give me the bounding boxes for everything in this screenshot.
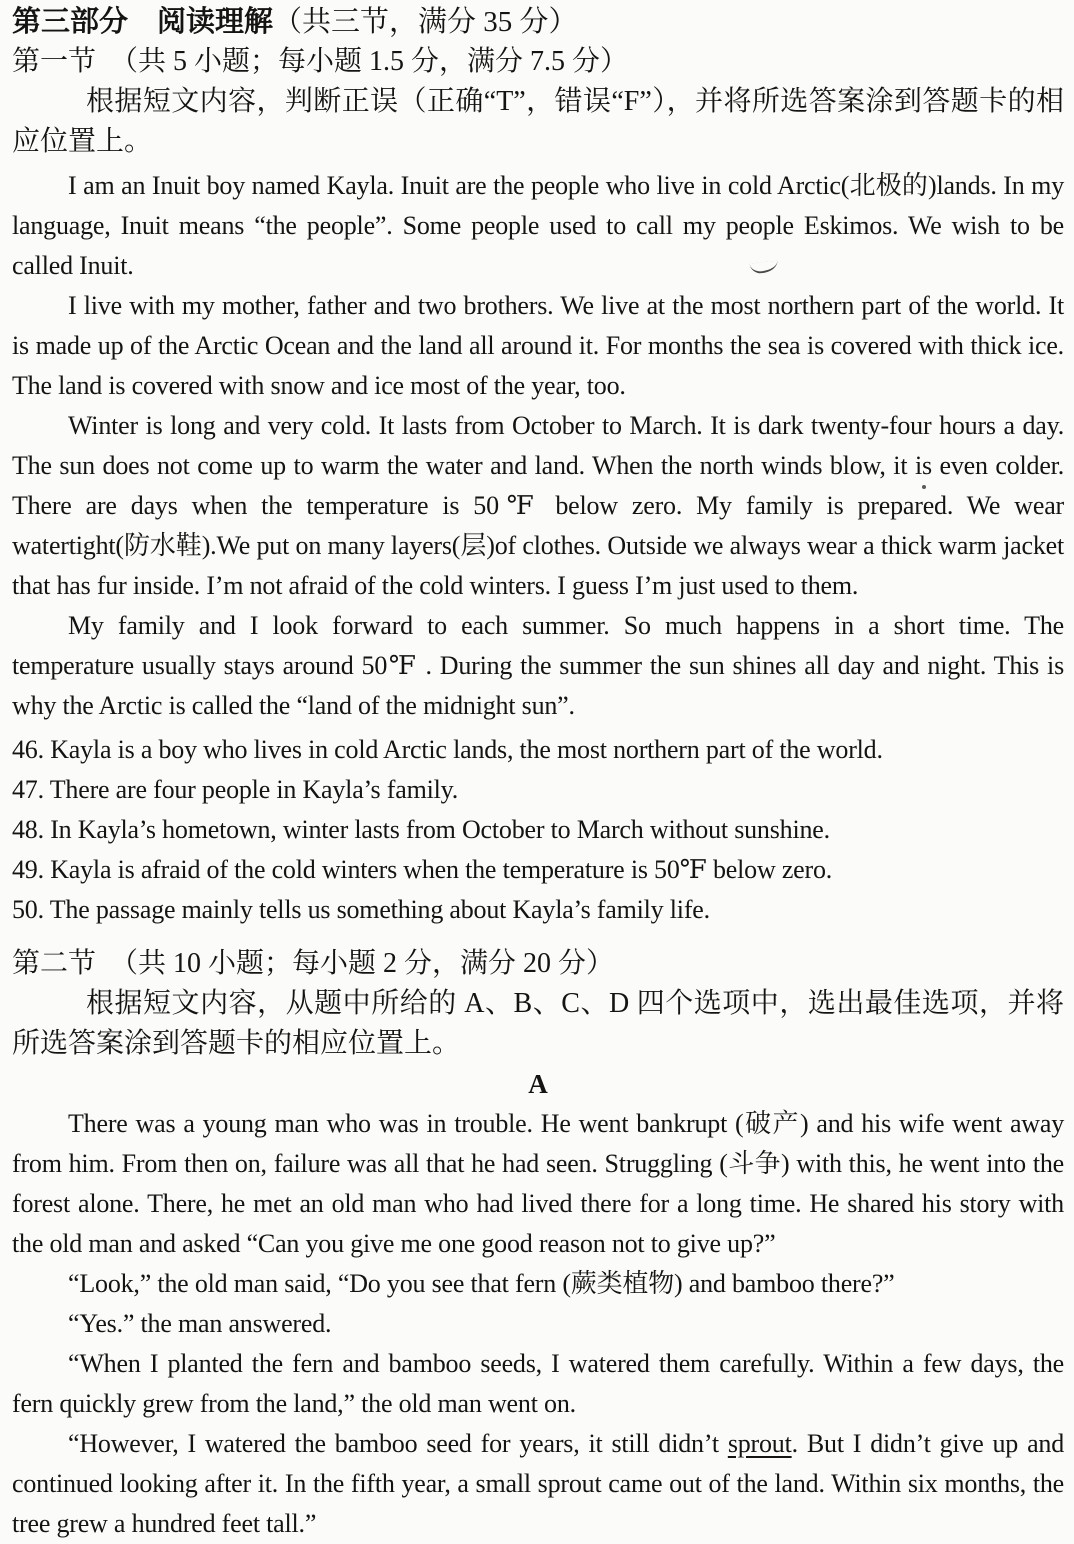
tf-question-list [12,730,1064,930]
tf-question-49 [12,850,1064,890]
section2-instruction: 根据短文内容，从题中所给的 A、B、C、D 四个选项中，选出最佳选项，并将所选答案涂到答题卡的相应位置上。 [12,988,1064,1059]
question-text: In Kayla’s hometown, winter lasts from October to March without sunshine. [50,815,830,844]
reading-passage-a [12,1104,1064,1544]
question-number: 47. [12,775,44,804]
question-number: 46. [12,735,44,764]
reading-passage-1 [12,166,1064,726]
question-text: The passage mainly tells us something about Kayla’s family life. [49,895,710,924]
scan-artifact-dot [922,485,926,489]
part3-title: 第三部分 阅读理解 [12,6,274,38]
passage1-paragraph-1: I am an Inuit boy named Kayla. Inuit are the people who live in cold Arctic(北极的)lands. In my language, Inuit means “the people”. Some people used to call my people Eskimos. We wish to be called Inuit. [12,171,1064,280]
passage1-paragraph-4: My family and I look forward to each summer. So much happens in a short time. The temperature usually stays around 50℉ . During the summer the sun shines all day and night. This is why the Arctic is called the “land of the midnight sun”. [12,611,1064,720]
passage-a-paragraph-5 [12,1424,1064,1544]
question-text: There are four people in Kayla’s family. [49,775,459,804]
passage1-paragraph-2: I live with my mother, father and two brothers. We live at the most northern part of the world. It is made up of the Arctic Ocean and the land all around it. For months the sea is covered with thick ice. The land is covered with snow and ice most of the year, too. [12,291,1064,400]
tf-question-50 [12,890,1064,930]
question-number: 48. [12,815,44,844]
tf-question-48 [12,810,1064,850]
question-text: Kayla is afraid of the cold winters when the temperature is 50℉ below zero. [50,855,833,884]
part3-score: （共三节，满分 35 分） [273,6,578,38]
passage-a-paragraph-3: “Yes.” the man answered. [68,1309,332,1338]
tf-question-46 [12,730,1064,770]
section2-heading: 第二节 （共 10 小题；每小题 2 分，满分 20 分） [12,948,615,979]
part3-header [12,2,1064,42]
section1-instruction: 根据短文内容，判断正误（正确“T”，错误“F”），并将所选答案涂到答题卡的相应位置上。 [12,86,1064,157]
passage-a-paragraph-2: “Look,” the old man said, “Do you see that fern (蕨类植物) and bamboo there?” [68,1269,895,1298]
underlined-word: sprout [727,1429,792,1458]
passage1-paragraph-3: Winter is long and very cold. It lasts from October to March. It is dark twenty-four hours a day. The sun does not come up to warm the water and land. When the north winds blow, it is even colder. There are days when the temperature is 50℉ below zero. My family is prepared. We wear watertight(防水鞋).We put on many layers(层)of clothes. Outside we always wear a thick warm jacket that has fur inside. I’m not afraid of the cold winters. I guess I’m just used to them. [12,411,1064,600]
paragraph-text-after: . But I didn’t give up and continued looking after it. In the fifth year, a small sprout came out of the land. Within six months, the tree grew a hundred feet tall.” [12,1429,1065,1538]
question-number: 49. [12,855,44,884]
passage-a-paragraph-4: “When I planted the fern and bamboo seeds, I watered them carefully. Within a few days, the fern quickly grew from the land,” the old man went on. [12,1349,1064,1418]
passage-a-paragraph-1: There was a young man who was in trouble. He went bankrupt (破产) and his wife went away from him. From then on, failure was all that he had seen. Struggling (斗争) with this, he went into the forest alone. There, he met an old man who had lived there for a long time. He shared his story with the old man and asked “Can you give me one good reason not to give up?” [12,1109,1064,1258]
paragraph-text-before: “However, I watered the bamboo seed for years, it still didn’t [68,1429,728,1458]
tf-question-47 [12,770,1064,810]
question-number: 50. [12,895,44,924]
question-text: Kayla is a boy who lives in cold Arctic lands, the most northern part of the world. [50,735,883,764]
passage-a-label: A [528,1069,548,1099]
section1-heading: 第一节 （共 5 小题；每小题 1.5 分，满分 7.5 分） [12,46,629,77]
